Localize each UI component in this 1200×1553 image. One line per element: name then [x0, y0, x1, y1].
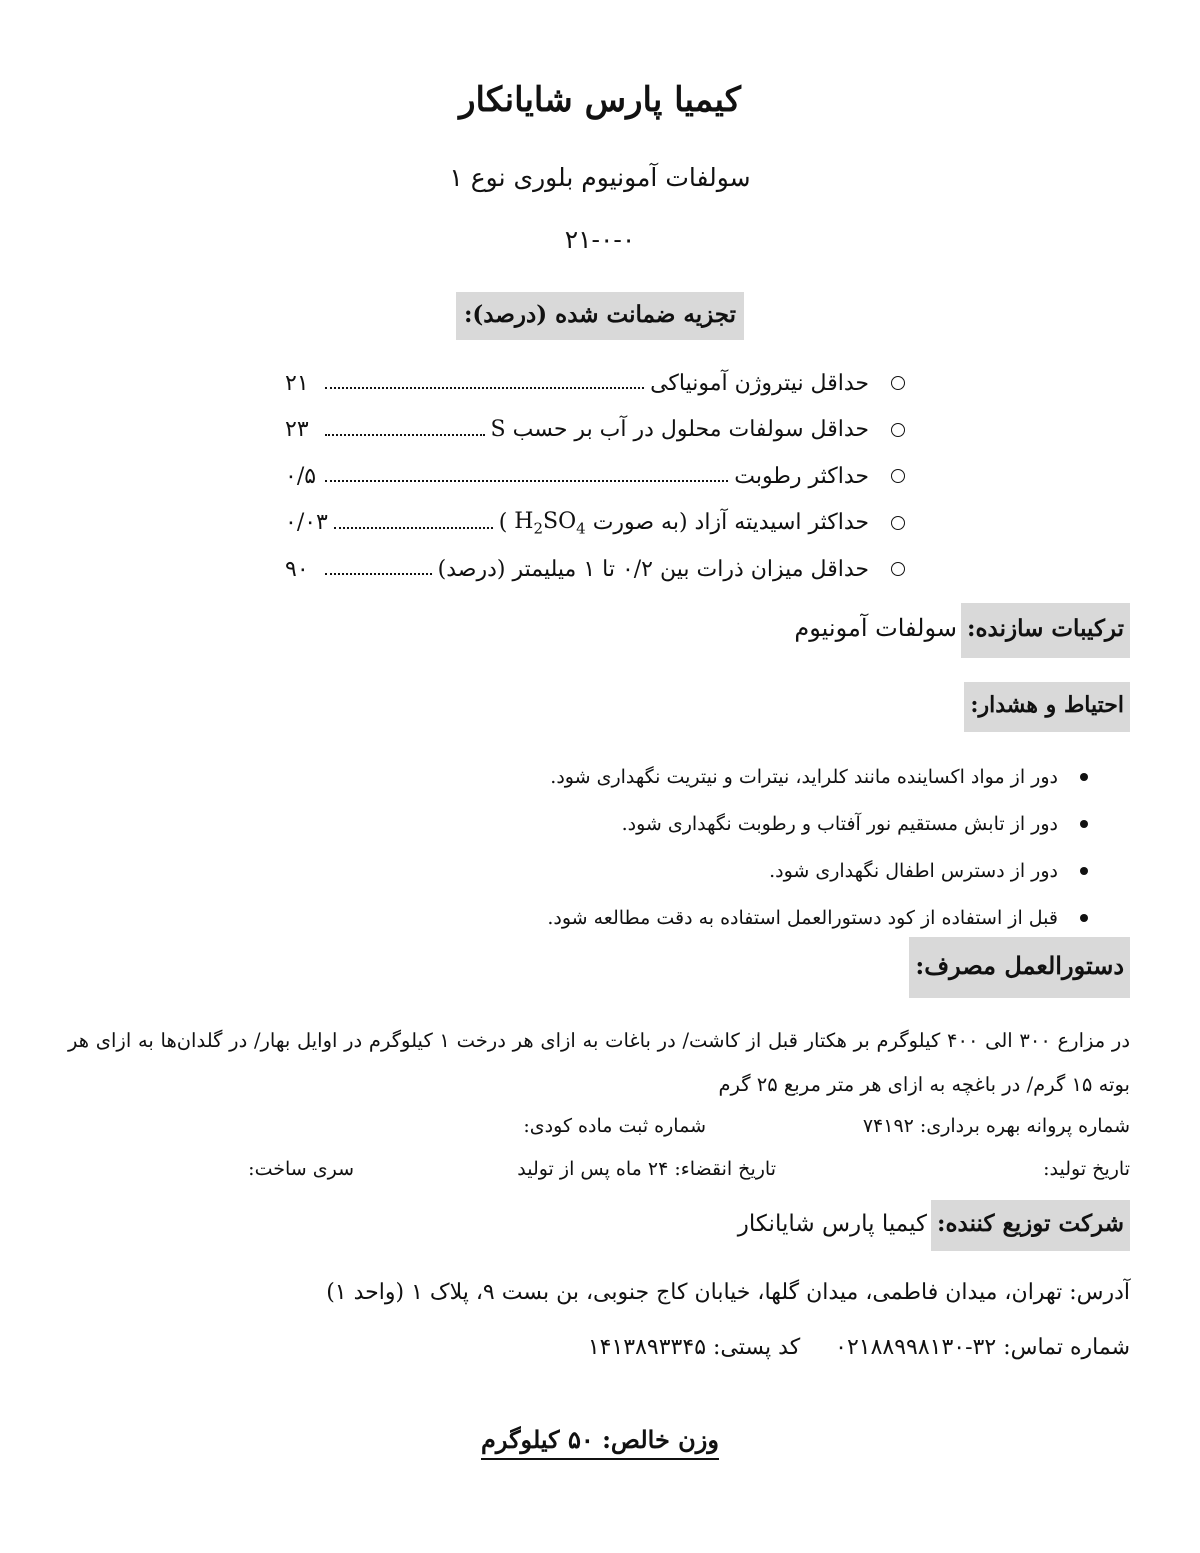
formula-sub-2: 2 [533, 518, 544, 537]
usage-heading: دستورالعمل مصرف: [909, 937, 1130, 998]
license-number: شماره پروانه بهره برداری: ۷۴۱۹۲ [862, 1115, 1130, 1137]
guarantee-label: حداکثر اسیدیته آزاد (به صورت [592, 510, 869, 536]
address: آدرس: تهران، میدان فاطمی، میدان گلها، خیابان کاج جنوبی، بن بست ۹، پلاک ۱ (واحد ۱) [326, 1280, 1130, 1305]
warning-text: دور از مواد اکساینده مانند کلراید، نیترات و نیتریت نگهداری شود. [550, 765, 1058, 788]
postal-code: ۱۴۱۳۸۹۳۳۴۵ [587, 1335, 707, 1360]
dot-leader [325, 387, 644, 389]
usage-text: در مزارع ۳۰۰ الی ۴۰۰ کیلوگرم بر هکتار قبل از کاشت/ در باغات به ازای هر درخت ۱ کیلوگرم در اوایل بهار/ در گلدان‌ها به ازای هر بوته ۱۵ گرم/ در باغچه به ازای هر متر مربع ۲۵ گرم [68, 1029, 1131, 1096]
guarantee-list [285, 360, 905, 593]
warning-text: دور از تابش مستقیم نور آفتاب و رطوبت نگهداری شود. [621, 812, 1058, 835]
net-weight: وزن خالص: ۵۰ کیلوگرم [481, 1425, 719, 1460]
product-name: سولفات آمونیوم بلوری نوع ۱ [449, 163, 751, 192]
composition-value: سولفات آمونیوم [794, 614, 957, 642]
circle-bullet-icon [891, 516, 905, 530]
guarantee-item [285, 453, 905, 500]
warnings-heading-wrap [964, 682, 1130, 732]
distributor-label: شرکت توزیع کننده: [931, 1200, 1130, 1251]
guarantee-value: ۹۰ [285, 556, 309, 582]
distributor [738, 1200, 1130, 1251]
formula-close: ) [498, 510, 508, 536]
formula-h: H [514, 508, 534, 534]
guarantee-item [285, 500, 905, 547]
bullet-icon [1080, 773, 1088, 781]
warning-item [547, 894, 1088, 941]
npk-grade: ۲۱-۰-۰ [564, 225, 636, 254]
warning-item [547, 800, 1088, 847]
guarantee-item [285, 360, 905, 407]
registration-number: شماره ثبت ماده کودی: [523, 1115, 706, 1137]
circle-bullet-icon [891, 562, 905, 576]
dot-leader [325, 480, 728, 482]
warnings-heading: احتیاط و هشدار: [964, 682, 1130, 732]
company-title: کیمیا پارس شایانکار [459, 80, 741, 120]
guarantee-value: ۰/۰۳ [285, 510, 328, 536]
dot-leader [334, 527, 493, 529]
production-date: تاریخ تولید: [1043, 1158, 1130, 1180]
contact-line [588, 1335, 1130, 1360]
warnings-list [547, 753, 1088, 941]
guarantee-item [285, 546, 905, 593]
guarantee-heading: تجزیه ضمانت شده (درصد): [456, 292, 744, 340]
usage-heading-wrap [909, 937, 1130, 998]
bullet-icon [1080, 867, 1088, 875]
dot-leader [325, 573, 432, 575]
warning-item [547, 847, 1088, 894]
guarantee-item [285, 407, 905, 454]
formula-sub-4: 4 [576, 518, 586, 537]
composition-label: ترکیبات سازنده: [961, 603, 1130, 658]
guarantee-value: ۲۳ [285, 417, 309, 443]
formula-so: SO [543, 508, 577, 534]
guarantee-value: ۲۱ [285, 370, 309, 396]
guarantee-label: حداقل سولفات محلول در آب بر حسب S [490, 417, 869, 443]
postal-label: کد پستی: [713, 1335, 801, 1360]
bullet-icon [1080, 820, 1088, 828]
phone-number: ۰۲۱۸۸۹۹۸۱۳۰-۳۲ [835, 1335, 997, 1360]
formula-h2so4 [514, 509, 585, 537]
expiry-date: تاریخ انقضاء: ۲۴ ماه پس از تولید [517, 1158, 776, 1180]
phone-label: شماره تماس: [1003, 1335, 1130, 1360]
info-row-2 [68, 1158, 1130, 1198]
warning-item [547, 753, 1088, 800]
circle-bullet-icon [891, 423, 905, 437]
guarantee-label: حداکثر رطوبت [734, 463, 869, 489]
distributor-value: کیمیا پارس شایانکار [737, 1211, 927, 1237]
circle-bullet-icon [891, 376, 905, 390]
net-weight-wrap [0, 1425, 1200, 1454]
circle-bullet-icon [891, 469, 905, 483]
guarantee-value: ۰/۵ [285, 463, 317, 489]
guarantee-heading-wrap [0, 292, 1200, 340]
bullet-icon [1080, 914, 1088, 922]
warning-text: قبل از استفاده از کود دستورالعمل استفاده به دقت مطالعه شود. [547, 906, 1058, 929]
info-row-1 [68, 1115, 1130, 1155]
guarantee-label: حداقل میزان ذرات بین ۰/۲ تا ۱ میلیمتر (درصد) [437, 556, 869, 582]
batch-number: سری ساخت: [248, 1158, 354, 1180]
guarantee-label: حداقل نیتروژن آمونیاکی [650, 370, 869, 396]
composition [794, 603, 1130, 658]
dot-leader [325, 434, 485, 436]
warning-text: دور از دسترس اطفال نگهداری شود. [769, 859, 1058, 882]
